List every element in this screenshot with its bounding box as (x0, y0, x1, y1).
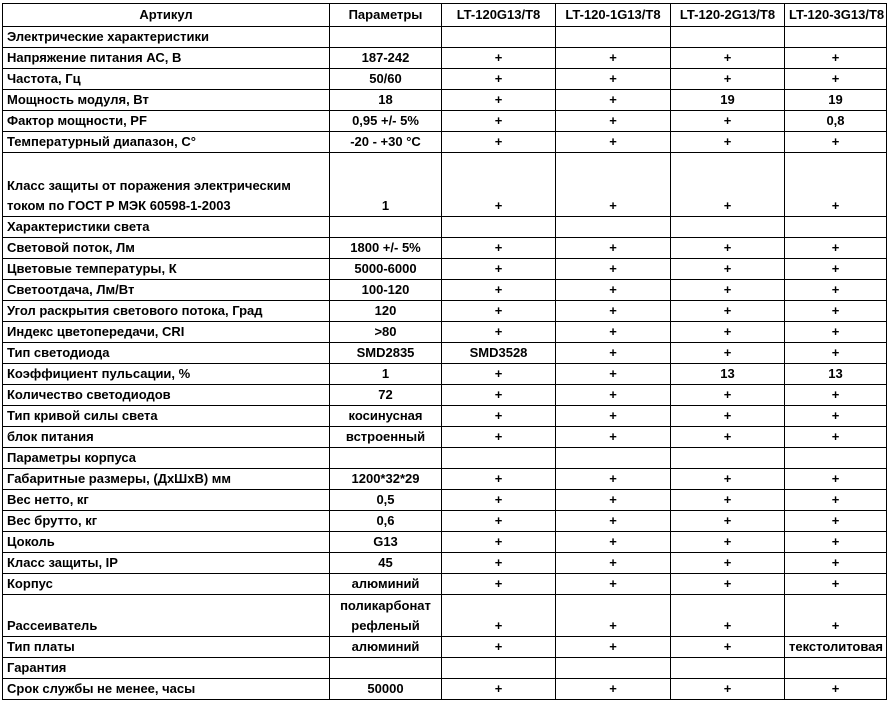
model-1-cell: + (442, 322, 556, 343)
parameter-cell: 45 (330, 553, 442, 574)
model-4-cell: + (785, 259, 887, 280)
model-3-cell: + (671, 406, 785, 427)
model-2-cell: + (556, 574, 671, 595)
model-1-cell: + (442, 153, 556, 217)
header-parameters: Параметры (330, 4, 442, 27)
model-2-cell: + (556, 637, 671, 658)
parameter-cell: 187-242 (330, 48, 442, 69)
header-model-1: LT-120G13/T8 (442, 4, 556, 27)
empty-cell (671, 217, 785, 238)
empty-cell (785, 448, 887, 469)
model-2-cell: + (556, 322, 671, 343)
model-2-cell: + (556, 469, 671, 490)
parameter-cell: 0,6 (330, 511, 442, 532)
model-4-cell: + (785, 490, 887, 511)
model-1-cell: + (442, 280, 556, 301)
empty-cell (330, 217, 442, 238)
model-4-cell: + (785, 132, 887, 153)
model-2-cell: + (556, 679, 671, 700)
model-2-cell: + (556, 490, 671, 511)
article-cell: Цоколь (3, 532, 330, 553)
model-1-cell: + (442, 69, 556, 90)
table-row (3, 90, 887, 111)
model-4-cell: + (785, 343, 887, 364)
header-article: Артикул (3, 4, 330, 27)
empty-cell (330, 448, 442, 469)
parameter-cell: >80 (330, 322, 442, 343)
article-cell: Рассеиватель (3, 595, 330, 637)
model-4-cell: + (785, 385, 887, 406)
model-2-cell: + (556, 385, 671, 406)
empty-cell (785, 27, 887, 48)
table-row (3, 69, 887, 90)
parameter-cell: алюминий (330, 637, 442, 658)
model-3-cell: 19 (671, 90, 785, 111)
model-1-cell: + (442, 553, 556, 574)
table-row (3, 469, 887, 490)
model-2-cell: + (556, 553, 671, 574)
empty-cell (671, 27, 785, 48)
parameter-cell: 120 (330, 301, 442, 322)
empty-cell (785, 217, 887, 238)
article-cell: Количество светодиодов (3, 385, 330, 406)
model-1-cell: + (442, 595, 556, 637)
model-3-cell: + (671, 238, 785, 259)
article-cell: Класс защиты от поражения электрическим током по ГОСТ Р МЭК 60598-1-2003 (3, 153, 330, 217)
model-4-cell: + (785, 69, 887, 90)
table-row (3, 259, 887, 280)
model-3-cell: + (671, 322, 785, 343)
article-cell: Световой поток, Лм (3, 238, 330, 259)
table-row (3, 511, 887, 532)
model-1-cell: + (442, 111, 556, 132)
model-2-cell: + (556, 111, 671, 132)
model-1-cell: + (442, 90, 556, 111)
model-2-cell: + (556, 532, 671, 553)
empty-cell (556, 658, 671, 679)
spec-body (3, 27, 887, 700)
section-row (3, 658, 887, 679)
table-row (3, 364, 887, 385)
model-3-cell: + (671, 301, 785, 322)
empty-cell (556, 27, 671, 48)
empty-cell (330, 658, 442, 679)
parameter-cell: 100-120 (330, 280, 442, 301)
model-2-cell: + (556, 132, 671, 153)
model-1-cell: + (442, 48, 556, 69)
model-1-cell: + (442, 427, 556, 448)
parameter-cell: 1200*32*29 (330, 469, 442, 490)
model-2-cell: + (556, 90, 671, 111)
article-cell: Температурный диапазон, С° (3, 132, 330, 153)
article-cell: Срок службы не менее, часы (3, 679, 330, 700)
model-4-cell: 19 (785, 90, 887, 111)
article-cell: Угол раскрытия светового потока, Град (3, 301, 330, 322)
table-row (3, 111, 887, 132)
model-3-cell: + (671, 595, 785, 637)
header-row (3, 4, 887, 27)
model-1-cell: + (442, 511, 556, 532)
parameter-cell: 50/60 (330, 69, 442, 90)
model-4-cell: + (785, 511, 887, 532)
article-cell: Вес нетто, кг (3, 490, 330, 511)
model-4-cell: + (785, 406, 887, 427)
parameter-cell: 18 (330, 90, 442, 111)
model-1-cell: + (442, 490, 556, 511)
table-row (3, 322, 887, 343)
model-2-cell: + (556, 427, 671, 448)
table-row (3, 301, 887, 322)
table-row (3, 343, 887, 364)
header-model-2: LT-120-1G13/T8 (556, 4, 671, 27)
empty-cell (442, 448, 556, 469)
model-1-cell: + (442, 532, 556, 553)
model-3-cell: + (671, 153, 785, 217)
table-row (3, 153, 887, 217)
model-2-cell: + (556, 153, 671, 217)
article-cell: Напряжение питания АС, В (3, 48, 330, 69)
article-cell: Корпус (3, 574, 330, 595)
model-2-cell: + (556, 301, 671, 322)
model-1-cell: + (442, 469, 556, 490)
table-row (3, 574, 887, 595)
model-3-cell: + (671, 385, 785, 406)
table-row (3, 490, 887, 511)
table-row (3, 385, 887, 406)
table-row (3, 679, 887, 700)
empty-cell (442, 27, 556, 48)
table-row (3, 553, 887, 574)
empty-cell (785, 658, 887, 679)
model-4-cell: + (785, 427, 887, 448)
model-3-cell: + (671, 532, 785, 553)
section-title: Гарантия (3, 658, 330, 679)
parameter-cell: 5000-6000 (330, 259, 442, 280)
section-title: Характеристики света (3, 217, 330, 238)
article-cell: Класс защиты, IP (3, 553, 330, 574)
model-4-cell: + (785, 153, 887, 217)
model-1-cell: + (442, 364, 556, 385)
table-row (3, 406, 887, 427)
model-4-cell: + (785, 238, 887, 259)
model-4-cell: + (785, 48, 887, 69)
article-cell: Светоотдача, Лм/Вт (3, 280, 330, 301)
table-row (3, 595, 887, 637)
model-1-cell: SMD3528 (442, 343, 556, 364)
model-4-cell: + (785, 532, 887, 553)
model-4-cell: + (785, 280, 887, 301)
model-2-cell: + (556, 69, 671, 90)
model-4-cell: + (785, 301, 887, 322)
section-row (3, 27, 887, 48)
parameter-cell: 1800 +/- 5% (330, 238, 442, 259)
model-4-cell: + (785, 574, 887, 595)
model-1-cell: + (442, 132, 556, 153)
model-4-cell: + (785, 679, 887, 700)
table-row (3, 238, 887, 259)
model-2-cell: + (556, 48, 671, 69)
parameter-cell: 0,5 (330, 490, 442, 511)
model-3-cell: + (671, 637, 785, 658)
model-3-cell: + (671, 132, 785, 153)
model-1-cell: + (442, 406, 556, 427)
table-row (3, 427, 887, 448)
model-3-cell: + (671, 469, 785, 490)
article-cell: Цветовые температуры, К (3, 259, 330, 280)
model-3-cell: + (671, 553, 785, 574)
article-cell: блок питания (3, 427, 330, 448)
parameter-cell: 50000 (330, 679, 442, 700)
parameter-cell: 1 (330, 364, 442, 385)
parameter-cell: поликарбонат рефленый (330, 595, 442, 637)
model-1-cell: + (442, 238, 556, 259)
header-model-3: LT-120-2G13/T8 (671, 4, 785, 27)
model-4-cell: + (785, 553, 887, 574)
model-4-cell: + (785, 469, 887, 490)
model-4-cell: 13 (785, 364, 887, 385)
model-3-cell: + (671, 427, 785, 448)
spec-table (2, 3, 887, 700)
section-row (3, 217, 887, 238)
model-2-cell: + (556, 259, 671, 280)
parameter-cell: косинусная (330, 406, 442, 427)
model-1-cell: + (442, 259, 556, 280)
model-2-cell: + (556, 511, 671, 532)
model-3-cell: + (671, 343, 785, 364)
article-cell: Мощность модуля, Вт (3, 90, 330, 111)
empty-cell (671, 448, 785, 469)
model-1-cell: + (442, 385, 556, 406)
section-title: Параметры корпуса (3, 448, 330, 469)
empty-cell (442, 658, 556, 679)
table-row (3, 48, 887, 69)
parameter-cell: 72 (330, 385, 442, 406)
article-cell: Вес брутто, кг (3, 511, 330, 532)
parameter-cell: SMD2835 (330, 343, 442, 364)
model-3-cell: + (671, 259, 785, 280)
model-1-cell: + (442, 574, 556, 595)
model-4-cell: + (785, 322, 887, 343)
parameter-cell: G13 (330, 532, 442, 553)
model-2-cell: + (556, 406, 671, 427)
article-cell: Коэффициент пульсации, % (3, 364, 330, 385)
parameter-cell: 1 (330, 153, 442, 217)
section-row (3, 448, 887, 469)
model-3-cell: + (671, 280, 785, 301)
table-row (3, 280, 887, 301)
parameter-cell: 0,95 +/- 5% (330, 111, 442, 132)
table-row (3, 637, 887, 658)
model-3-cell: + (671, 69, 785, 90)
model-3-cell: 13 (671, 364, 785, 385)
model-1-cell: + (442, 637, 556, 658)
model-4-cell: + (785, 595, 887, 637)
model-4-cell: 0,8 (785, 111, 887, 132)
model-2-cell: + (556, 238, 671, 259)
model-1-cell: + (442, 301, 556, 322)
table-row (3, 532, 887, 553)
article-cell: Тип светодиода (3, 343, 330, 364)
article-cell: Индекс цветопередачи, CRI (3, 322, 330, 343)
model-3-cell: + (671, 48, 785, 69)
model-3-cell: + (671, 111, 785, 132)
empty-cell (556, 448, 671, 469)
article-cell: Частота, Гц (3, 69, 330, 90)
article-cell: Фактор мощности, PF (3, 111, 330, 132)
model-2-cell: + (556, 343, 671, 364)
article-cell: Габаритные размеры, (ДхШхВ) мм (3, 469, 330, 490)
parameter-cell: -20 - +30 °С (330, 132, 442, 153)
model-3-cell: + (671, 490, 785, 511)
empty-cell (330, 27, 442, 48)
parameter-cell: алюминий (330, 574, 442, 595)
model-3-cell: + (671, 511, 785, 532)
article-cell: Тип платы (3, 637, 330, 658)
header-model-4: LT-120-3G13/T8 (785, 4, 887, 27)
table-row (3, 132, 887, 153)
empty-cell (556, 217, 671, 238)
model-3-cell: + (671, 574, 785, 595)
model-2-cell: + (556, 280, 671, 301)
model-3-cell: + (671, 679, 785, 700)
model-1-cell: + (442, 679, 556, 700)
model-2-cell: + (556, 595, 671, 637)
model-2-cell: + (556, 364, 671, 385)
parameter-cell: встроенный (330, 427, 442, 448)
model-4-cell: текстолитовая (785, 637, 887, 658)
empty-cell (671, 658, 785, 679)
empty-cell (442, 217, 556, 238)
section-title: Электрические характеристики (3, 27, 330, 48)
article-cell: Тип кривой силы света (3, 406, 330, 427)
